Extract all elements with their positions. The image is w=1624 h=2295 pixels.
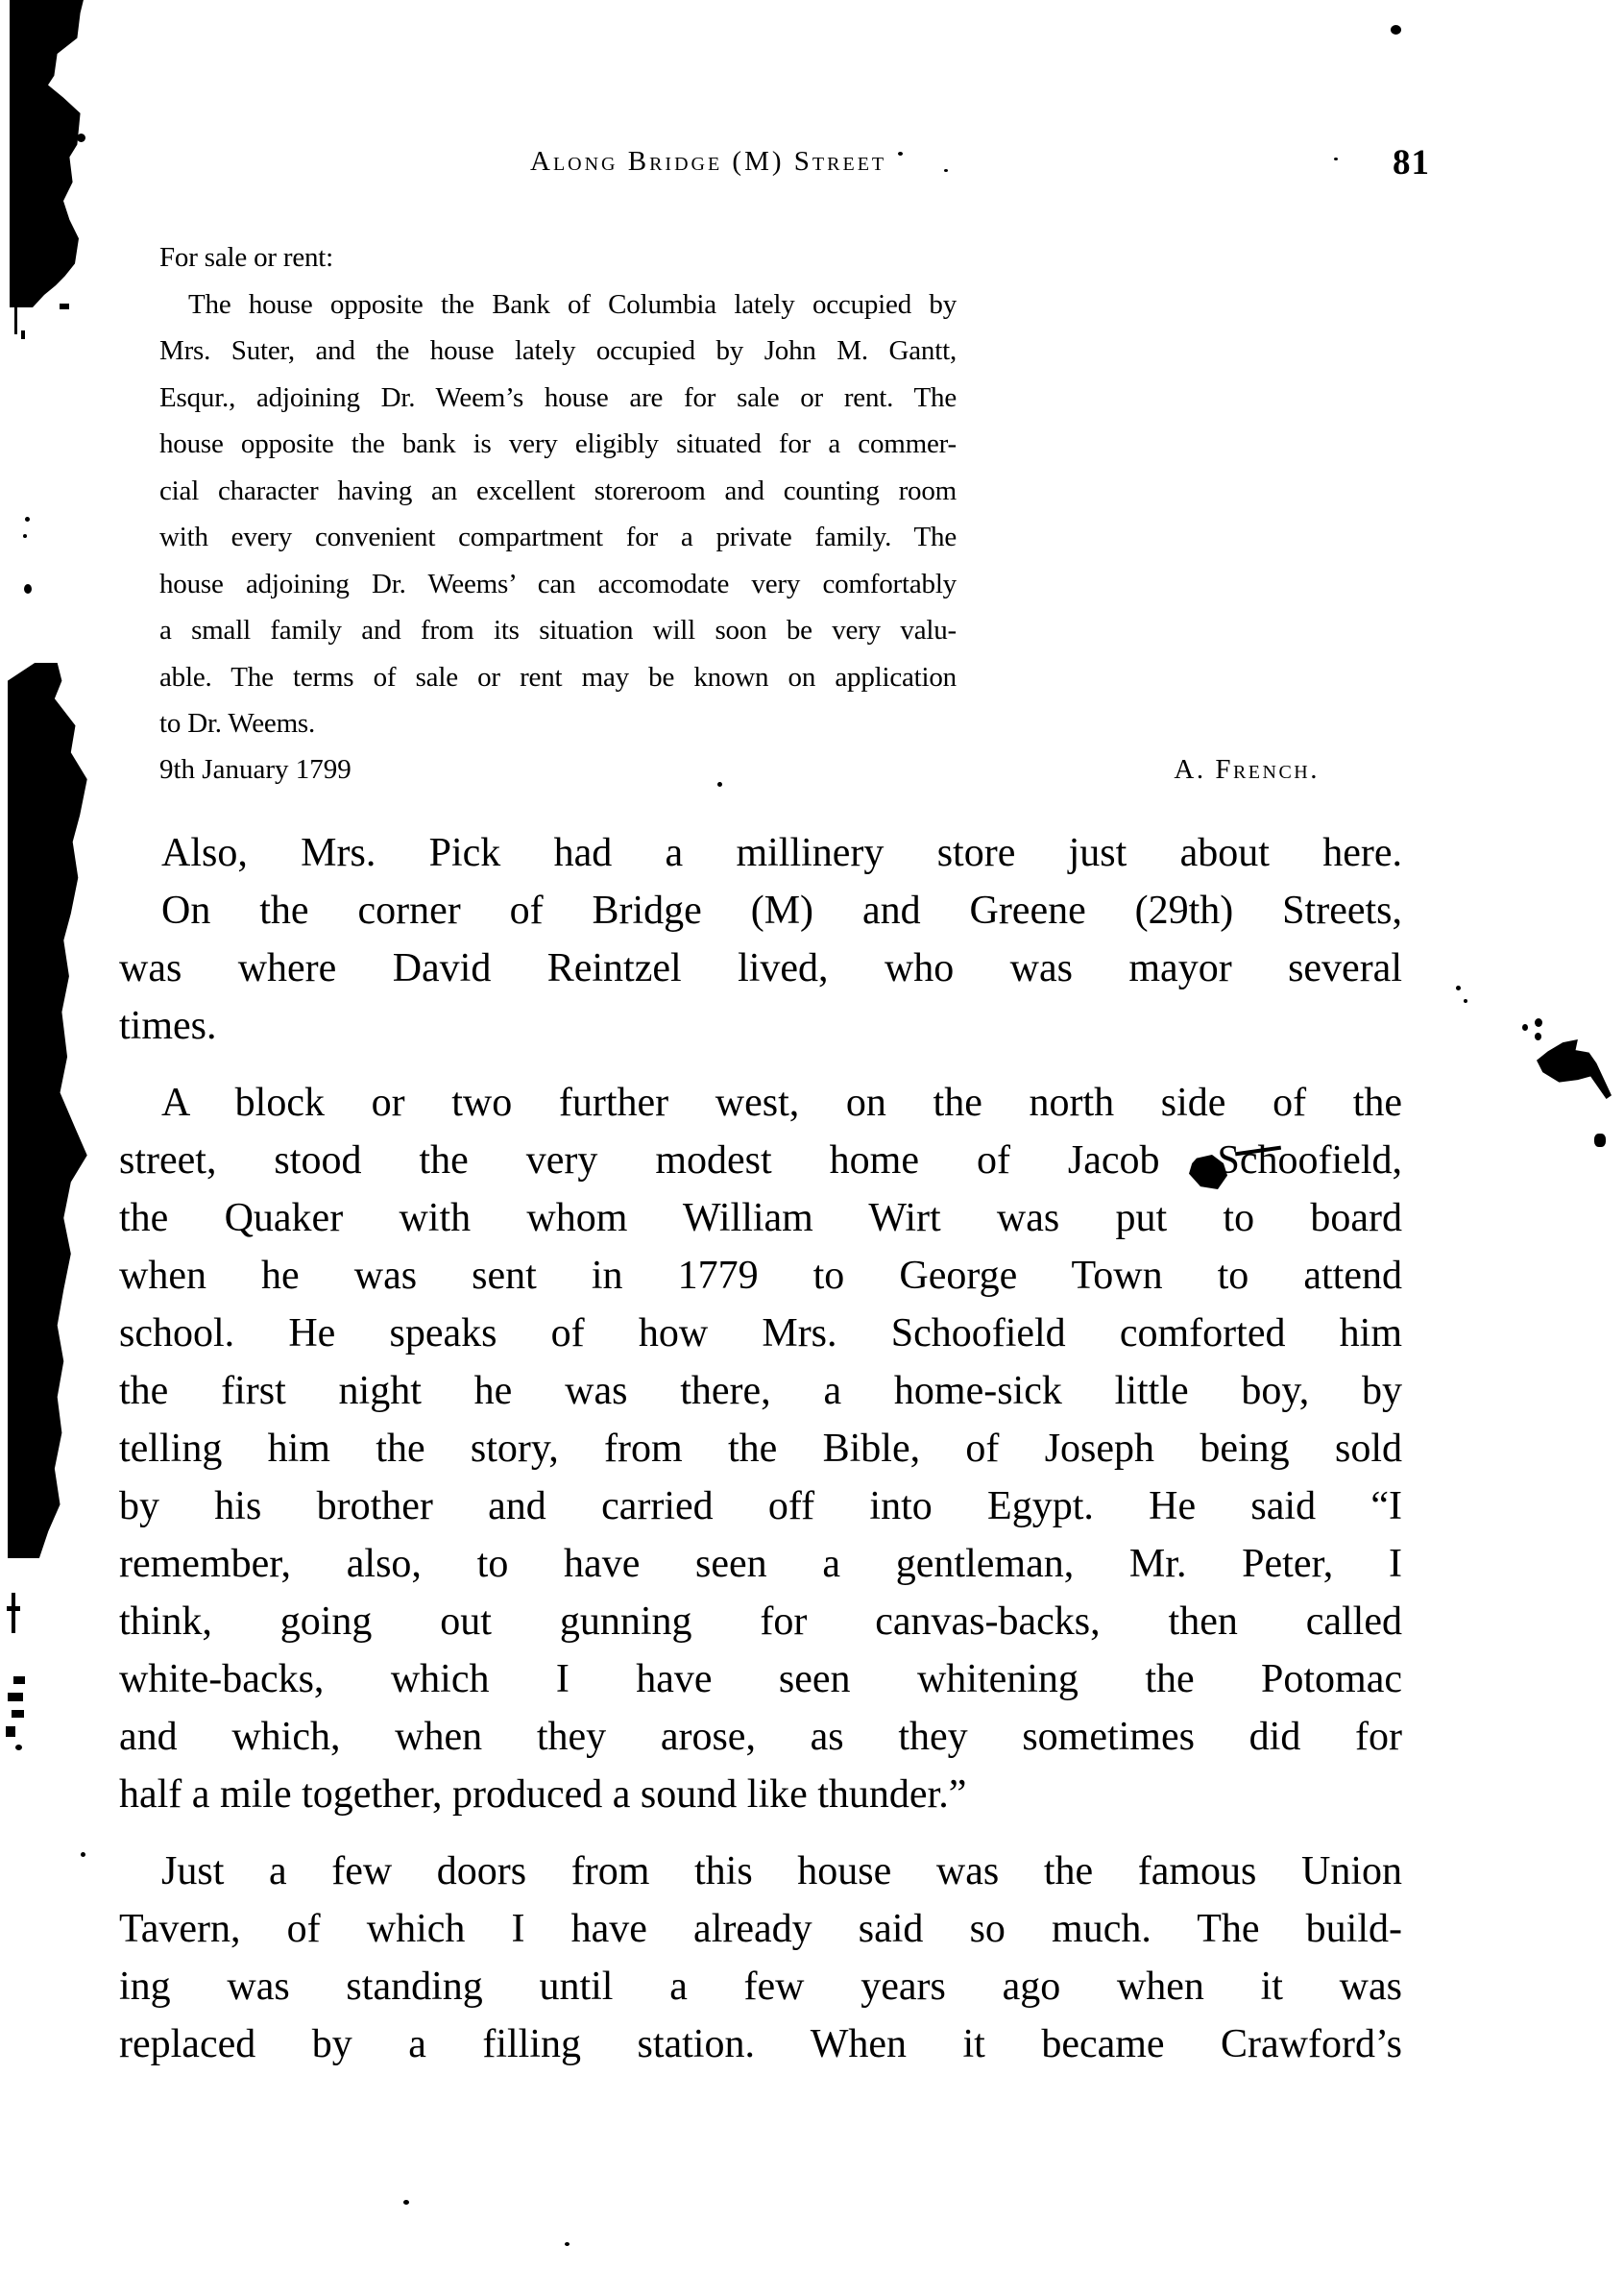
- text-line: ing was standing until a few years ago when it was: [119, 1965, 1402, 2009]
- text-line: school. He speaks of how Mrs. Schoofield comforted him: [119, 1311, 1402, 1355]
- quote-line: house opposite the bank is very eligibly situated for a commer-: [159, 428, 957, 459]
- ink-speck: [1456, 986, 1461, 990]
- ink-speck: [8, 1693, 23, 1701]
- text-line: street, stood the very modest home of Jacob Schoofield,: [119, 1138, 1402, 1183]
- quote-line: Esqur., adjoining Dr. Weem’s house are for sale or rent. The: [159, 381, 957, 413]
- ink-dot-top-right: [1391, 25, 1401, 35]
- quote-line: with every convenient compartment for a private family. The: [159, 522, 957, 552]
- ink-speck: [6, 1726, 15, 1737]
- ink-speck: [25, 517, 30, 522]
- quote-date: 9th January 1799: [159, 754, 351, 785]
- advertisement-quote: [159, 234, 957, 747]
- ink-speck: [1535, 1033, 1541, 1040]
- ink-speck: [898, 152, 903, 156]
- ink-speck: [21, 330, 25, 339]
- ink-speck: [13, 1676, 25, 1684]
- text-line: replaced by a filling station. When it became Crawford’s: [119, 2022, 1402, 2066]
- text-line: Tavern, of which I have already said so much. The build-: [119, 1907, 1402, 1951]
- body-paragraph: [119, 1843, 1402, 2073]
- ink-speck: [1334, 158, 1338, 160]
- quote-line: The house opposite the Bank of Columbia lately occupied by: [188, 288, 957, 320]
- text-line: times.: [119, 1004, 217, 1048]
- text-line: white-backs, which I have seen whitening the Potomac: [119, 1657, 1402, 1701]
- ink-blot-right-margin: [1537, 1039, 1612, 1099]
- running-header: Along Bridge (M) Street: [530, 146, 887, 177]
- text-line: On the corner of Bridge (M) and Greene (29th) Streets,: [161, 889, 1402, 933]
- ink-speck: [403, 2200, 409, 2205]
- ink-speck: [1535, 1018, 1542, 1027]
- ink-speck: [565, 2242, 570, 2246]
- quote-line: cial character having an excellent storeroom and counting room: [159, 475, 957, 506]
- text-line: think, going out gunning for canvas-backs, then called: [119, 1599, 1402, 1644]
- ink-speck: [26, 676, 35, 680]
- page-number: 81: [1393, 143, 1430, 183]
- ink-speck: [1464, 999, 1467, 1003]
- body-paragraph: [119, 1074, 1402, 1823]
- text-line: telling him the story, from the Bible, of Joseph being sold: [119, 1427, 1402, 1471]
- ink-speck: [12, 1710, 24, 1718]
- text-line: Also, Mrs. Pick had a millinery store just about here.: [161, 831, 1402, 875]
- ink-speck: [77, 134, 85, 142]
- quote-intro-line: For sale or rent:: [159, 242, 334, 273]
- ink-speck: [81, 1852, 85, 1857]
- text-line: A block or two further west, on the north side of the: [161, 1081, 1402, 1125]
- text-line: Just a few doors from this house was the famous Union: [161, 1849, 1402, 1893]
- quote-line: to Dr. Weems.: [159, 708, 316, 739]
- ink-dagger-mark: [12, 1593, 15, 1633]
- ink-speck: [60, 304, 69, 309]
- ink-speck: [1522, 1024, 1528, 1031]
- text-line: was where David Reintzel lived, who was mayor several: [119, 946, 1402, 990]
- quote-line: Mrs. Suter, and the house lately occupied by John M. Gantt,: [159, 335, 957, 366]
- text-line: the first night he was there, a home-sick little boy, by: [119, 1369, 1402, 1413]
- ink-speck: [23, 534, 27, 538]
- ink-dagger-mark: [7, 1606, 20, 1611]
- quote-line: a small family and from its situation will soon be very valu-: [159, 615, 957, 646]
- quote-line: house adjoining Dr. Weems’ can accomodate very comfortably: [159, 568, 957, 599]
- ink-blob-left-middle: [8, 663, 98, 1558]
- ink-speck: [944, 169, 948, 172]
- text-line: the Quaker with whom William Wirt was put to board: [119, 1196, 1402, 1240]
- quote-signature: A. French.: [1174, 754, 1320, 785]
- text-line: by his brother and carried off into Egypt. He said “I: [119, 1484, 1402, 1528]
- quote-signature-row: [159, 746, 1320, 793]
- ink-speck: [1594, 1134, 1606, 1147]
- body-paragraph: [119, 824, 1402, 1055]
- text-line: when he was sent in 1779 to George Town to attend: [119, 1254, 1402, 1298]
- ink-blob-left-top: [10, 0, 86, 307]
- quote-line: able. The terms of sale or rent may be known on application: [159, 661, 957, 693]
- ink-line-artifact: [14, 290, 17, 334]
- text-line: remember, also, to have seen a gentleman, Mr. Peter, I: [119, 1542, 1402, 1586]
- text-line: and which, when they arose, as they sometimes did for: [119, 1715, 1402, 1759]
- text-line: half a mile together, produced a sound like thunder.”: [119, 1772, 967, 1817]
- ink-speck: [15, 1745, 22, 1750]
- ink-speck: [24, 584, 32, 594]
